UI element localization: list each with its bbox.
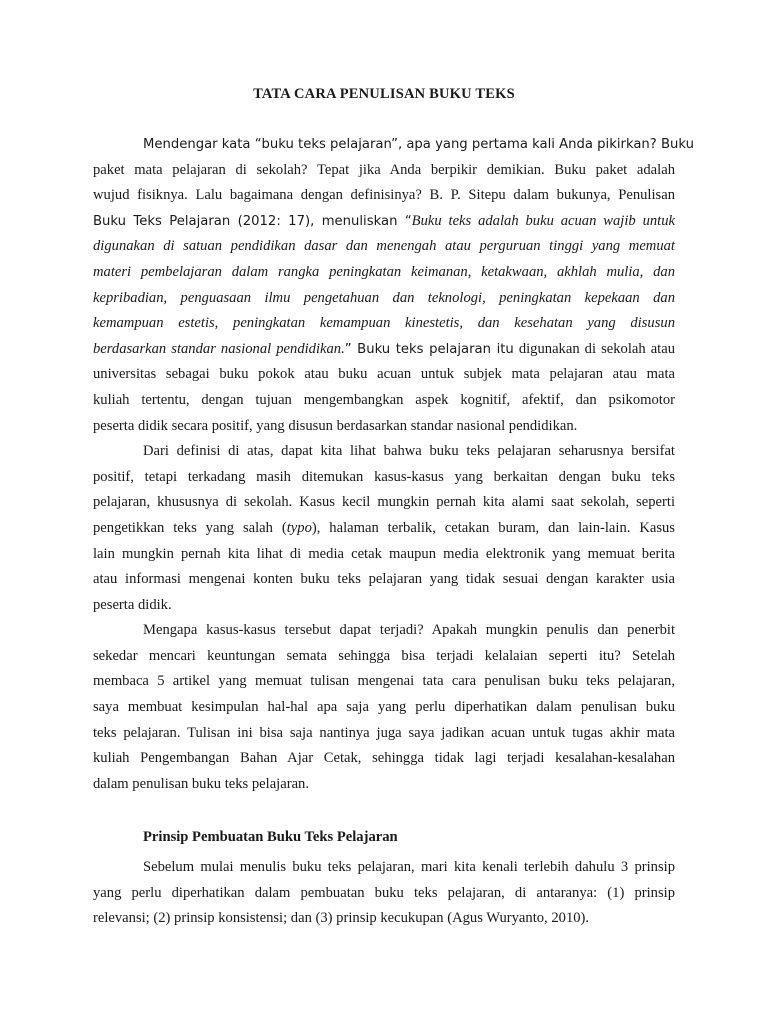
section-heading: Prinsip Pembuatan Buku Teks Pelajaran — [143, 829, 398, 845]
p1-line-9 — [93, 337, 675, 363]
p2-line-4-typo: typo — [286, 519, 312, 536]
p4-line-1: Sebelum mulai menulis buku teks pelajaran, mari kita kenali terlebih dahulu 3 prinsip — [143, 859, 675, 875]
p1-line-11: kuliah tertentu, dengan tujuan mengembangkan aspek kognitif, afektif, dan psikomotor — [93, 391, 675, 408]
p1-line-12: peserta didik secara positif, yang disusun berdasarkan standar nasional pendidikan. — [93, 417, 578, 434]
p1-line-3: wujud fisiknya. Lalu bagaimana dengan definisinya? B. P. Sitepu dalam bukunya, Penulisan — [93, 187, 675, 204]
p4-line-2: yang perlu diperhatikan dalam pembuatan buku teks pelajaran, di antaranya: (1) prinsip — [93, 884, 675, 901]
document-title: TATA CARA PENULISAN BUKU TEKS — [253, 86, 515, 102]
p3-line-3: membaca 5 artikel yang memuat tulisan mengenai tata cara penulisan buku teks pelajaran, — [93, 673, 675, 690]
p1-line-4-citation: Buku Teks Pelajaran (2012: 17), menuliskan “ — [93, 213, 412, 229]
p4-line-3: relevansi; (2) prinsip konsistensi; dan (3) prinsip kecukupan (Agus Wuryanto, 2010). — [93, 910, 590, 927]
p3-line-1: Mengapa kasus-kasus tersebut dapat terjadi? Apakah mungkin penulis dan penerbit — [143, 622, 675, 639]
main-body — [93, 132, 694, 797]
p3-line-7: dalam penulisan buku teks pelajaran. — [93, 775, 309, 792]
p2-line-1: Dari definisi di atas, dapat kita lihat bahwa buku teks pelajaran seharusnya bersifat — [143, 443, 675, 460]
p1-line-9-quote-end: berdasarkan standar nasional pendidikan. — [93, 340, 345, 357]
p2-line-3: pelajaran, khususnya di sekolah. Kasus kecil mungkin pernah kita alami saat sekolah, seperti — [93, 494, 675, 511]
p3-line-4: saya membuat kesimpulan hal-hal apa saja yang perlu diperhatikan dalam penulisan buku — [93, 699, 675, 716]
p2-line-4-c: ), halaman terbalik, cetakan buram, dan lain-lain. Kasus — [311, 519, 675, 536]
p1-line-9-sans: ” Buku teks pelajaran itu — [344, 341, 514, 357]
p1-line-9-rest: digunakan di sekolah atau — [513, 340, 676, 357]
p1-line-8: kemampuan estetis, peningkatan kemampuan kinestetis, dan kesehatan yang disusun — [93, 315, 675, 332]
p1-line-7: kepribadian, penguasaan ilmu pengetahuan dan teknologi, peningkatan kepekaan dan — [93, 289, 675, 306]
p3-line-6: kuliah Pengembangan Bahan Ajar Cetak, sehingga tidak lagi terjadi kesalahan-kesalahan — [93, 750, 675, 767]
p1-line-1: Mendengar kata “buku teks pelajaran”, apa yang pertama kali Anda pikirkan? Buku — [143, 137, 694, 152]
p1-line-2: paket mata pelajaran di sekolah? Tepat jika Anda berpikir demikian. Buku paket adalah — [93, 161, 675, 178]
p1-line-6: materi pembelajaran dalam rangka peningkatan keimanan, ketakwaan, akhlah mulia, dan — [93, 263, 675, 280]
p1-line-4-quote: Buku teks adalah buku acuan wajib untuk — [411, 212, 675, 229]
p2-line-6: atau informasi mengenai konten buku teks pelajaran yang tidak sesuai dengan karakter usia — [93, 571, 675, 588]
p2-line-4 — [93, 516, 675, 542]
p2-line-7: peserta didik. — [93, 596, 172, 613]
p3-line-5: teks pelajaran. Tulisan ini bisa saja nantinya juga saya jadikan acuan untuk tugas akhir mata — [93, 724, 675, 741]
p1-line-4 — [93, 209, 675, 235]
section-body — [93, 855, 675, 932]
p2-line-5: lain mungkin pernah kita lihat di media cetak maupun media elektronik yang memuat berita — [93, 545, 675, 562]
p3-line-2: sekedar mencari keuntungan semata sehingga bisa terjadi kelalaian seperti itu? Setelah — [93, 647, 675, 664]
p2-line-2: positif, tetapi terkadang masih ditemukan kasus-kasus yang berkaitan dengan buku teks — [93, 468, 675, 485]
p1-line-10: universitas sebagai buku pokok atau buku acuan untuk subjek mata pelajaran atau mata — [93, 366, 675, 383]
p1-line-5: digunakan di satuan pendidikan dasar dan menengah atau perguruan tinggi yang memuat — [93, 238, 675, 255]
p2-line-4-a: pengetikkan teks yang salah ( — [93, 519, 287, 536]
